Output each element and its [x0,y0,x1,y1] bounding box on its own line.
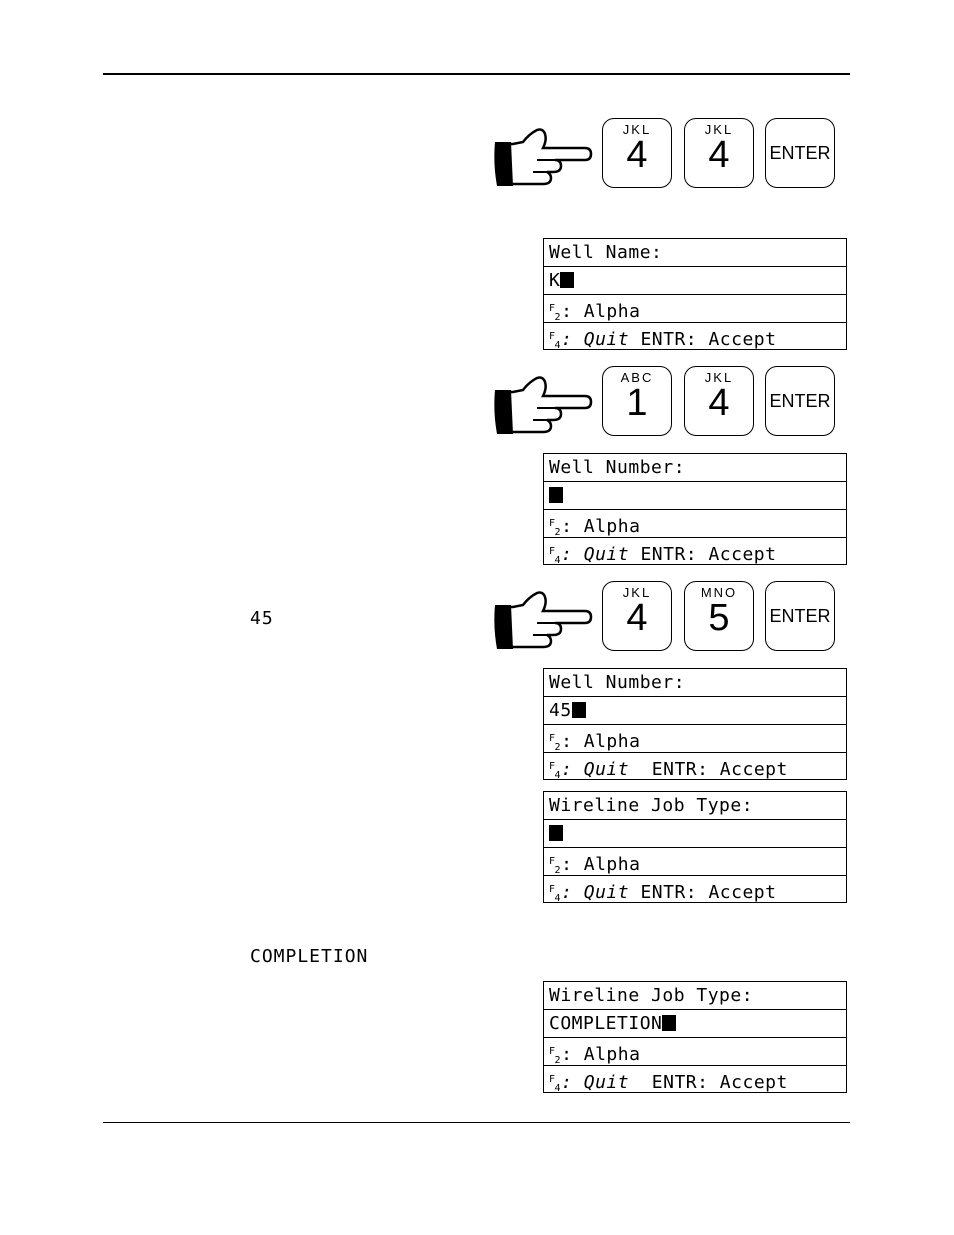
side-note-45: 45 [250,608,274,629]
lcd-entry-line [544,820,846,848]
lcd-f4-line [544,323,846,351]
enter-key[interactable] [765,118,835,188]
key-abc-1[interactable] [602,366,672,436]
key-digit: 4 [626,134,648,176]
lcd-f4-line [544,538,846,566]
key-digit: 4 [708,134,730,176]
keypad-row-2 [493,366,838,438]
f2-number: 2 [554,865,562,876]
lcd-f2-line [544,1038,846,1066]
f-letter: F [549,856,556,867]
lcd-entry-line [544,267,846,295]
key-letters: ABC [620,370,654,385]
lcd-title: Well Number: [544,454,846,482]
entr-label: ENTR: Accept [640,329,777,350]
key-label: ENTER [769,606,831,626]
key-letters: JKL [622,122,652,137]
cursor-block [549,487,563,503]
f2-label: : Alpha [561,854,641,875]
bottom-rule [103,1122,850,1123]
pointing-hand-icon [493,587,593,651]
lcd-title: Well Number: [544,669,846,697]
entr-label: ENTR: Accept [640,544,777,565]
key-digit: 5 [708,597,730,639]
lcd-f2-line [544,295,846,323]
lcd-f4-line [544,753,846,781]
cursor-block [549,825,563,841]
lcd-f2-line [544,510,846,538]
f-letter: F [549,331,556,342]
f4-label: : Quit [561,759,630,780]
lcd-entry: 45 [549,700,572,721]
lcd-entry-line [544,1010,846,1038]
f2-label: : Alpha [561,516,641,537]
cursor-block [560,272,574,288]
key-letters: JKL [622,585,652,600]
lcd-entry-line [544,482,846,510]
lcd-screen-well-number-empty [543,453,847,565]
f2-number: 2 [554,742,562,753]
f4-number: 4 [554,340,562,351]
f4-label: : Quit [561,329,630,350]
top-rule [103,73,850,75]
enter-key[interactable] [765,366,835,436]
keypad-row-3 [493,581,838,653]
lcd-screen-job-type-completion [543,981,847,1093]
key-label: ENTER [769,391,831,411]
lcd-f2-line [544,848,846,876]
lcd-entry-line [544,697,846,725]
f4-label: : Quit [561,882,630,903]
key-letters: JKL [704,370,734,385]
key-digit: 1 [626,382,648,424]
f4-number: 4 [554,893,562,904]
pointing-hand-icon [493,124,593,188]
key-jkl-4[interactable] [684,118,754,188]
keypad-row-1 [493,118,838,190]
lcd-f2-line [544,725,846,753]
lcd-f4-line [544,1066,846,1094]
f2-number: 2 [554,312,562,323]
f-letter: F [549,518,556,529]
cursor-block [662,1015,676,1031]
lcd-title: Wireline Job Type: [544,792,846,820]
entr-label: ENTR: Accept [651,759,788,780]
f-letter: F [549,1046,556,1057]
key-letters: MNO [700,585,738,600]
entr-label: ENTR: Accept [651,1072,788,1093]
f2-number: 2 [554,1055,562,1066]
key-digit: 4 [708,382,730,424]
f-letter: F [549,733,556,744]
f4-number: 4 [554,770,562,781]
lcd-title: Wireline Job Type: [544,982,846,1010]
f2-label: : Alpha [561,301,641,322]
f4-number: 4 [554,1083,562,1094]
entr-label: ENTR: Accept [640,882,777,903]
enter-key[interactable] [765,581,835,651]
key-digit: 4 [626,597,648,639]
lcd-title: Well Name: [544,239,846,267]
lcd-screen-well-number-45 [543,668,847,780]
lcd-entry: K [549,270,561,291]
f2-number: 2 [554,527,562,538]
pointing-hand-icon [493,372,593,436]
key-jkl-4[interactable] [602,581,672,651]
f-letter: F [549,1074,556,1085]
lcd-f4-line [544,876,846,904]
key-jkl-4[interactable] [602,118,672,188]
key-label: ENTER [769,143,831,163]
lcd-screen-job-type-empty [543,791,847,903]
side-note-completion: COMPLETION [250,946,369,967]
f-letter: F [549,761,556,772]
lcd-entry: COMPLETION [549,1013,663,1034]
key-letters: JKL [704,122,734,137]
f-letter: F [549,303,556,314]
f4-label: : Quit [561,544,630,565]
f4-label: : Quit [561,1072,630,1093]
f2-label: : Alpha [561,1044,641,1065]
f2-label: : Alpha [561,731,641,752]
f4-number: 4 [554,555,562,566]
cursor-block [572,702,586,718]
lcd-screen-well-name [543,238,847,350]
f-letter: F [549,546,556,557]
key-mno-5[interactable] [684,581,754,651]
f-letter: F [549,884,556,895]
key-jkl-4[interactable] [684,366,754,436]
